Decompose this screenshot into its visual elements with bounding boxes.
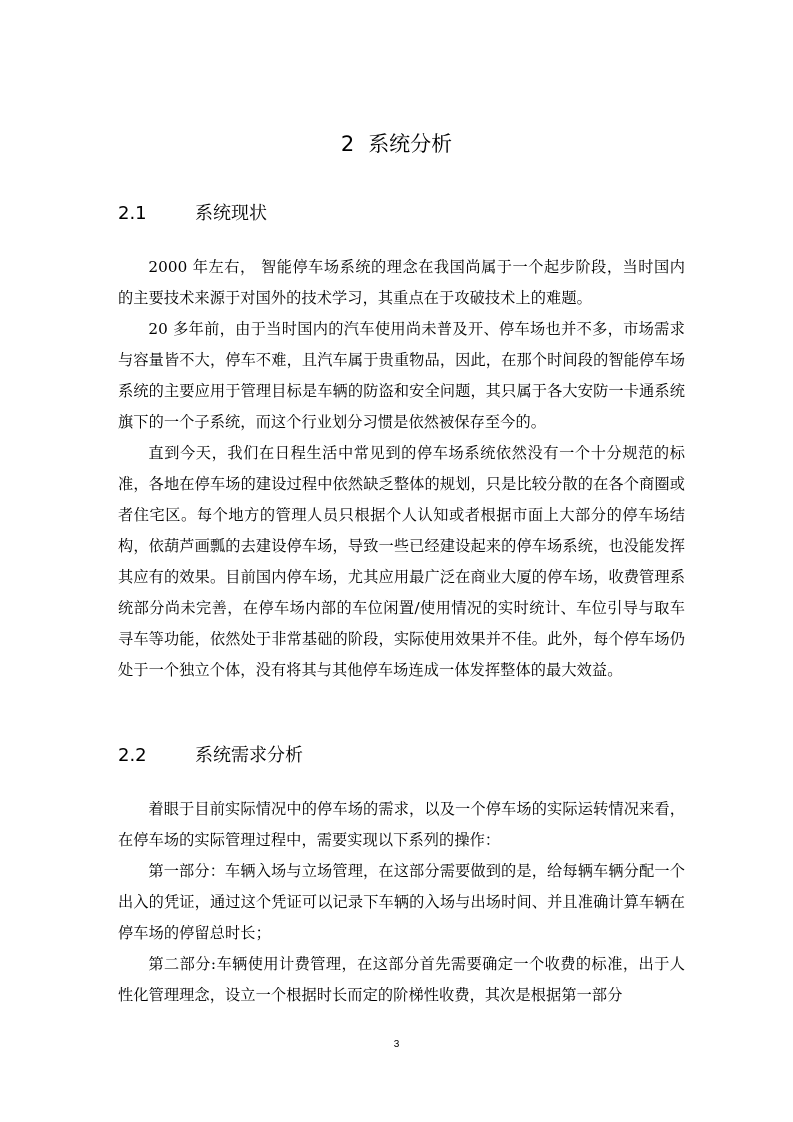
paragraph: 第二部分:车辆使用计费管理，在这部分首先需要确定一个收费的标准，出于人性化管理理念，设立一个根据时长而定的阶梯性收费，其次是根据第一部分: [118, 955, 685, 1004]
section-title: 系统现状: [195, 203, 267, 224]
section-heading-2-1: [118, 200, 267, 228]
paragraph: 2000 年左右， 智能停车场系统的理念在我国尚属于一个起步阶段，当时国内的主要技术来源于对国外的技术学习，其重点在于攻破技术上的难题。: [118, 258, 685, 307]
page-number: 3: [393, 1039, 400, 1050]
chapter-number: 2: [340, 132, 355, 156]
section-number: 2.2: [118, 745, 147, 766]
chapter-title-text: 系统分析: [368, 132, 453, 156]
paragraph: 直到今天，我们在日程生活中常见到的停车场系统依然没有一个十分规范的标准，各地在停车场的建设过程中依然缺乏整体的规划，只是比较分散的在各个商圈或者住宅区。每个地方的管理人员只根据个人认知或者根据市面上大部分的停车场结构，依葫芦画瓢的去建设停车场，导致一些已经建设起来的停车场系统，也没能发挥其应有的效果。目前国内停车场，尤其应用最广泛在商业大厦的停车场，收费管理系统部分尚未完善，在停车场内部的车位闲置/使用情况的实时统计、车位引导与取车寻车等功能，依然处于非常基础的阶段，实际使用效果并不佳。此外，每个停车场仍处于一个独立个体，没有将其与其他停车场连成一体发挥整体的最大效益。: [118, 444, 685, 679]
section-2-1-body: [118, 252, 685, 686]
section-title: 系统需求分析: [195, 745, 303, 766]
paragraph: 着眼于目前实际情况中的停车场的需求，以及一个停车场的实际运转情况来看，在停车场的实际管理过程中，需要实现以下系列的操作：: [118, 800, 685, 849]
section-2-2-body: [118, 794, 685, 1011]
paragraph: 第一部分：车辆入场与立场管理，在这部分需要做到的是，给每辆车辆分配一个出入的凭证，通过这个凭证可以记录下车辆的入场与出场时间、并且准确计算车辆在停车场的停留总时长；: [118, 862, 685, 942]
section-number: 2.1: [118, 203, 147, 224]
chapter-title: [0, 128, 793, 160]
paragraph: 20 多年前，由于当时国内的汽车使用尚未普及开、停车场也并不多，市场需求与容量皆不大，停车不难，且汽车属于贵重物品，因此，在那个时间段的智能停车场系统的主要应用于管理目标是车辆的防盗和安全问题，其只属于各大安防一卡通系统旗下的一个子系统，而这个行业划分习惯是依然被保存至今的。: [118, 320, 685, 431]
section-heading-2-2: [118, 742, 303, 770]
